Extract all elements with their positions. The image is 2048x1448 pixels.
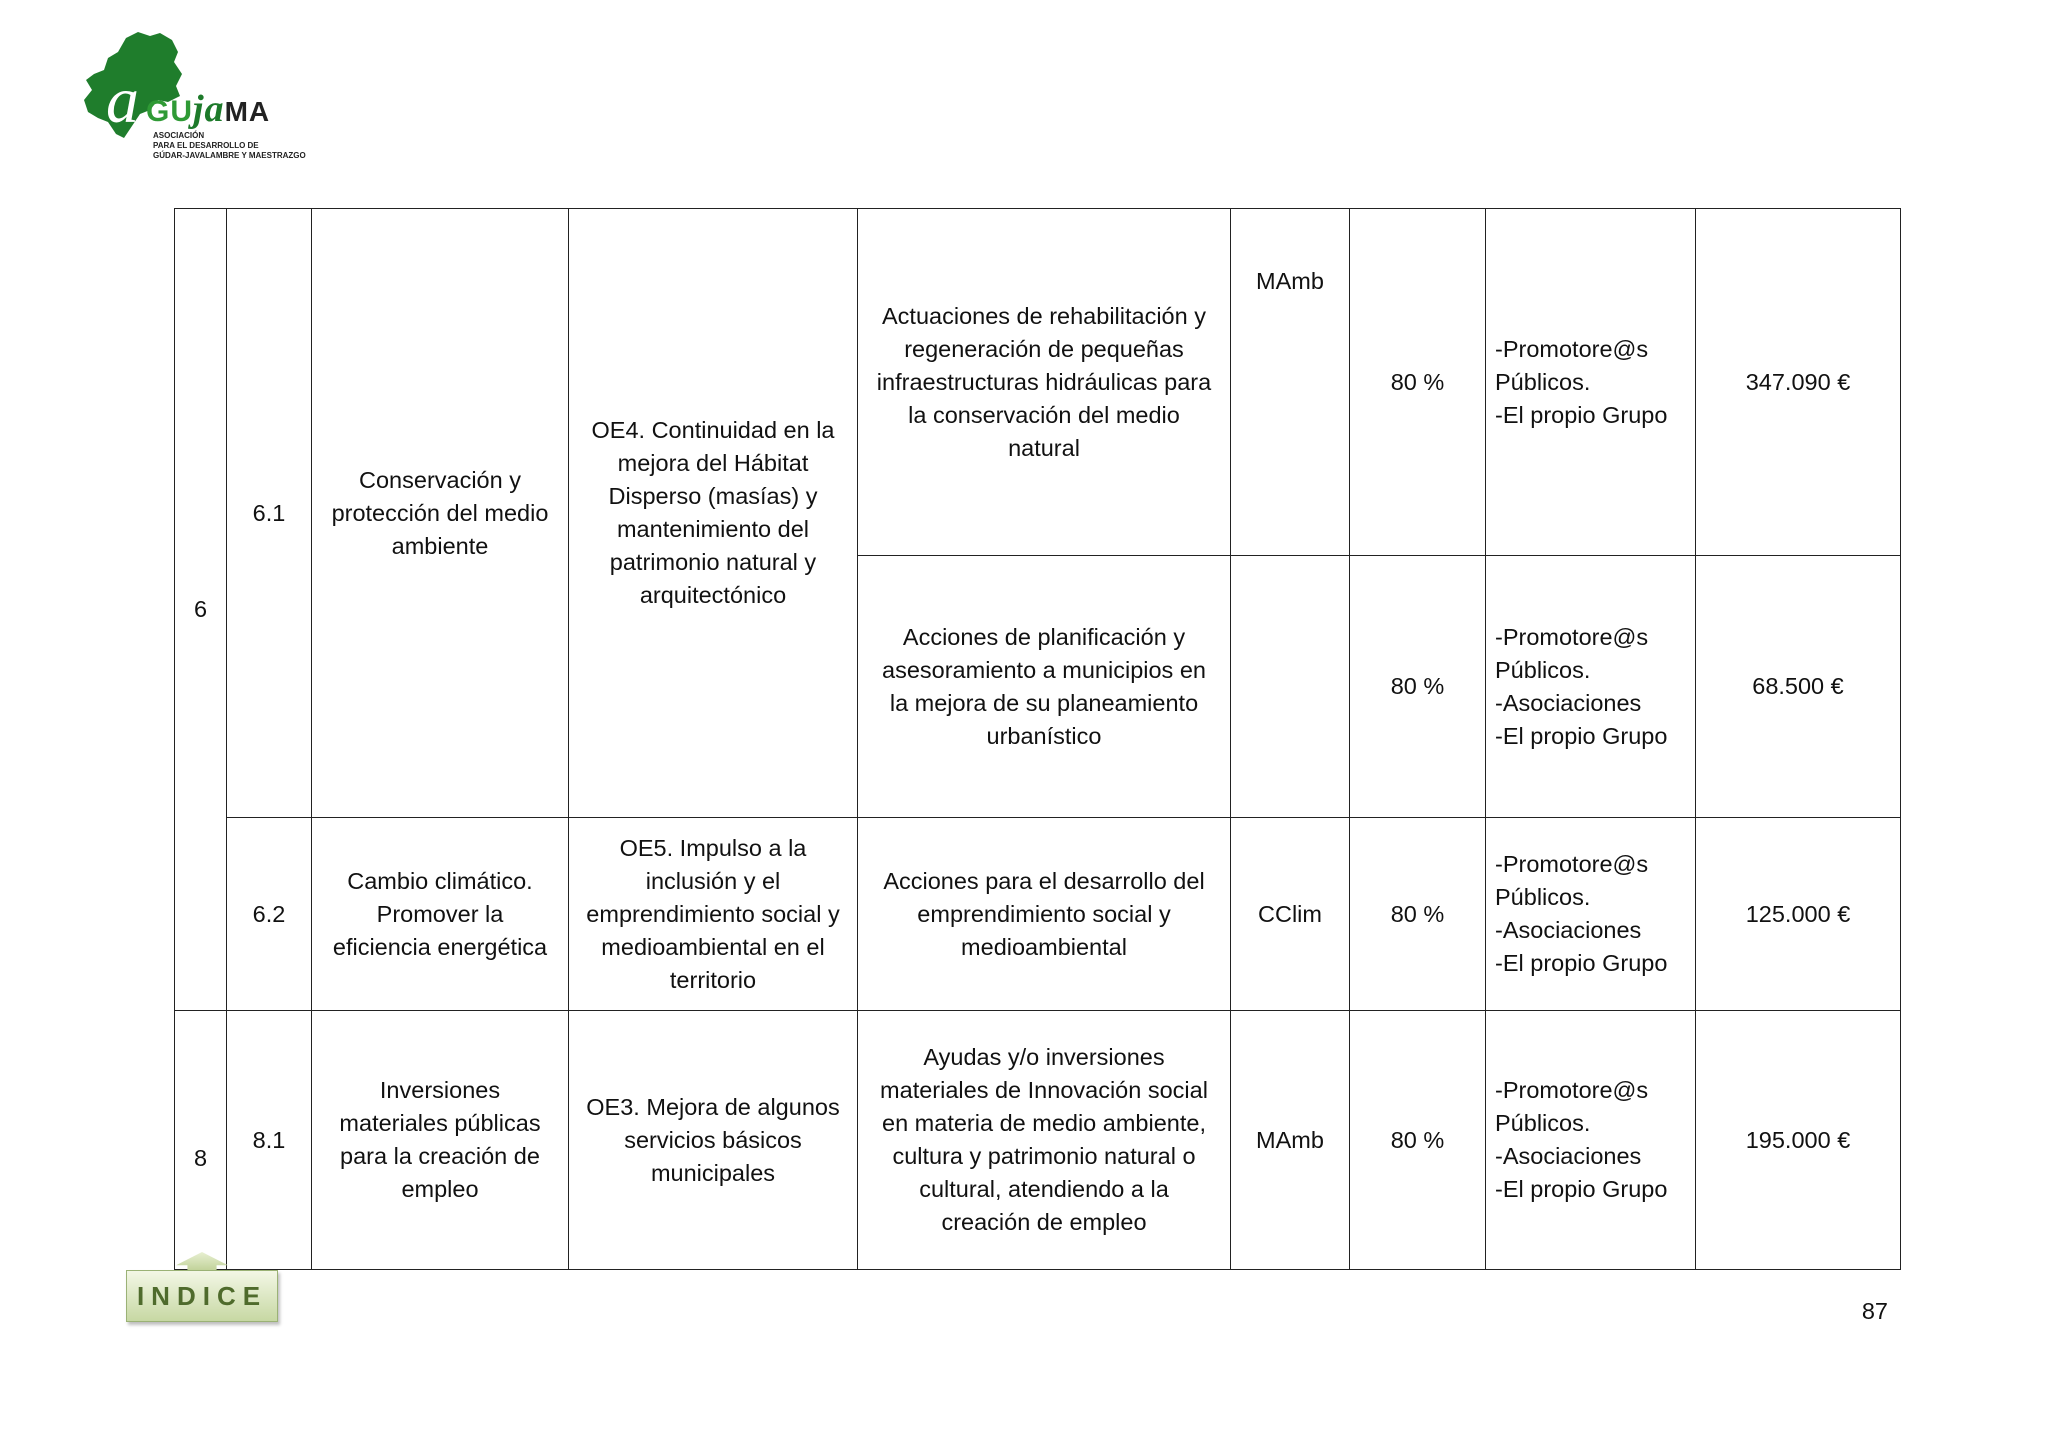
porcentaje-cell: 80 % [1350, 1011, 1486, 1270]
eje-cell: 8 [175, 1011, 227, 1270]
medida-code-cell: 6.1 [227, 209, 312, 818]
indice-label: INDICE [126, 1270, 278, 1322]
logo-subtitle: ASOCIACIÓN PARA EL DESARROLLO DE GÚDAR-JAVALAMBRE Y MAESTRAZGO [153, 131, 306, 160]
agujama-logo [80, 30, 310, 170]
porcentaje-cell: 80 % [1350, 818, 1486, 1011]
objetivo-cell: OE4. Continuidad en la mejora del Hábitat Disperso (masías) y mantenimiento del patrimonio natural y arquitectónico [569, 209, 858, 818]
table-row [175, 209, 1901, 556]
accion-cell: Ayudas y/o inversiones materiales de Innovación social en materia de medio ambiente, cultura y patrimonio natural o cultural, atendiendo a la creación de empleo [858, 1011, 1231, 1270]
ambito-cell: MAmb [1231, 1011, 1350, 1270]
accion-cell: Acciones de planificación y asesoramiento a municipios en la mejora de su planeamiento urbanístico [858, 556, 1231, 818]
table-row [175, 1011, 1901, 1270]
logo-wordmark: GUjaMA [146, 88, 271, 130]
ambito-cell: CClim [1231, 818, 1350, 1011]
ambito-cell: MAmb [1231, 209, 1350, 556]
porcentaje-cell: 80 % [1350, 209, 1486, 556]
medida-code-cell: 8.1 [227, 1011, 312, 1270]
beneficiarios-cell: -Promotore@s Públicos. -Asociaciones -El propio Grupo [1486, 556, 1696, 818]
importe-cell: 125.000 € [1696, 818, 1901, 1011]
beneficiarios-cell: -Promotore@s Públicos. -Asociaciones -El propio Grupo [1486, 818, 1696, 1011]
indice-button[interactable] [126, 1252, 278, 1324]
beneficiarios-cell: -Promotore@s Públicos. -El propio Grupo [1486, 209, 1696, 556]
importe-cell: 195.000 € [1696, 1011, 1901, 1270]
medida-code-cell: 6.2 [227, 818, 312, 1011]
beneficiarios-cell: -Promotore@s Públicos. -Asociaciones -El propio Grupo [1486, 1011, 1696, 1270]
objetivo-cell: OE3. Mejora de algunos servicios básicos municipales [569, 1011, 858, 1270]
logo-letter-a: a [106, 64, 139, 137]
medida-title-cell: Inversiones materiales públicas para la creación de empleo [312, 1011, 569, 1270]
porcentaje-cell: 80 % [1350, 556, 1486, 818]
eje-cell: 6 [175, 209, 227, 1011]
importe-cell: 347.090 € [1696, 209, 1901, 556]
medida-title-cell: Conservación y protección del medio ambiente [312, 209, 569, 818]
medida-title-cell: Cambio climático. Promover la eficiencia energética [312, 818, 569, 1011]
measures-table [174, 208, 1901, 1270]
page-number: 87 [1861, 1298, 1888, 1324]
objetivo-cell: OE5. Impulso a la inclusión y el emprendimiento social y medioambiental en el territorio [569, 818, 858, 1011]
table-row [175, 818, 1901, 1011]
importe-cell: 68.500 € [1696, 556, 1901, 818]
accion-cell: Actuaciones de rehabilitación y regeneración de pequeñas infraestructuras hidráulicas para la conservación del medio natural [858, 209, 1231, 556]
ambito-cell [1231, 556, 1350, 818]
accion-cell: Acciones para el desarrollo del emprendimiento social y medioambiental [858, 818, 1231, 1011]
